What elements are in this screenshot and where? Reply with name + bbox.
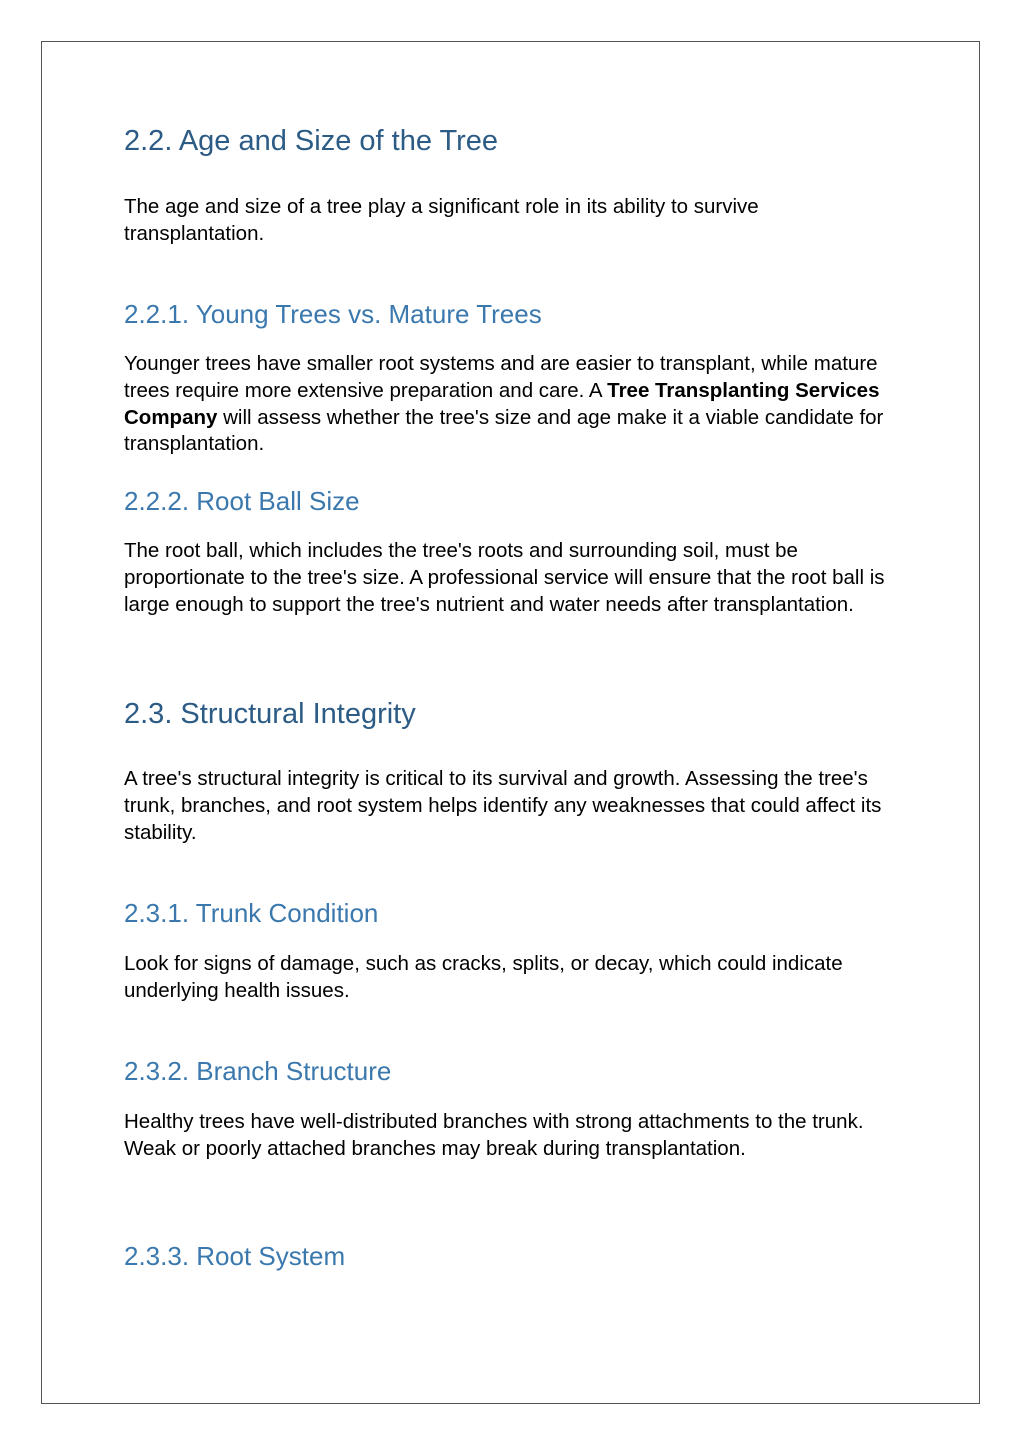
subsection-heading-root-system: 2.3.3. Root System [124, 1241, 346, 1271]
section-heading-structural-integrity: 2.3. Structural Integrity [124, 698, 416, 730]
paragraph-young-vs-mature-part2: will assess whether the tree's size and age make it a viable candidate for transplantation. [124, 405, 884, 456]
paragraph-trunk-condition: Look for signs of damage, such as cracks, splits, or decay, which could indicate underlying health issues. [124, 952, 843, 1002]
paragraph-root-ball: The root ball, which includes the tree's roots and surrounding soil, must be proportionate to the tree's size. A professional service will ensure that the root ball is large enough to support the tree's nutrient and water needs after transplantation. [124, 539, 885, 616]
paragraph-age-size: The age and size of a tree play a significant role in its ability to survive transplantation. [124, 195, 759, 245]
paragraph-structural-integrity: A tree's structural integrity is critical to its survival and growth. Assessing the tree's trunk, branches, and root system helps identify any weaknesses that could affect its stability. [124, 767, 882, 844]
subsection-heading-young-vs-mature: 2.2.1. Young Trees vs. Mature Trees [124, 299, 542, 329]
subsection-heading-trunk-condition: 2.3.1. Trunk Condition [124, 898, 379, 928]
subsection-heading-branch-structure: 2.3.2. Branch Structure [124, 1056, 392, 1086]
subsection-heading-root-ball: 2.2.2. Root Ball Size [124, 486, 360, 516]
paragraph-young-vs-mature [124, 351, 904, 458]
paragraph-branch-structure: Healthy trees have well-distributed branches with strong attachments to the trunk. Weak or poorly attached branches may break during transplantation. [124, 1110, 864, 1160]
section-heading-age-size: 2.2. Age and Size of the Tree [124, 125, 499, 157]
paragraph-young-vs-mature-part1: Younger trees have smaller root systems and are easier to transplant, while mature trees require more extensive preparation and care. A [124, 352, 878, 402]
company-name-bold: Tree Transplanting Services Company [124, 378, 880, 429]
